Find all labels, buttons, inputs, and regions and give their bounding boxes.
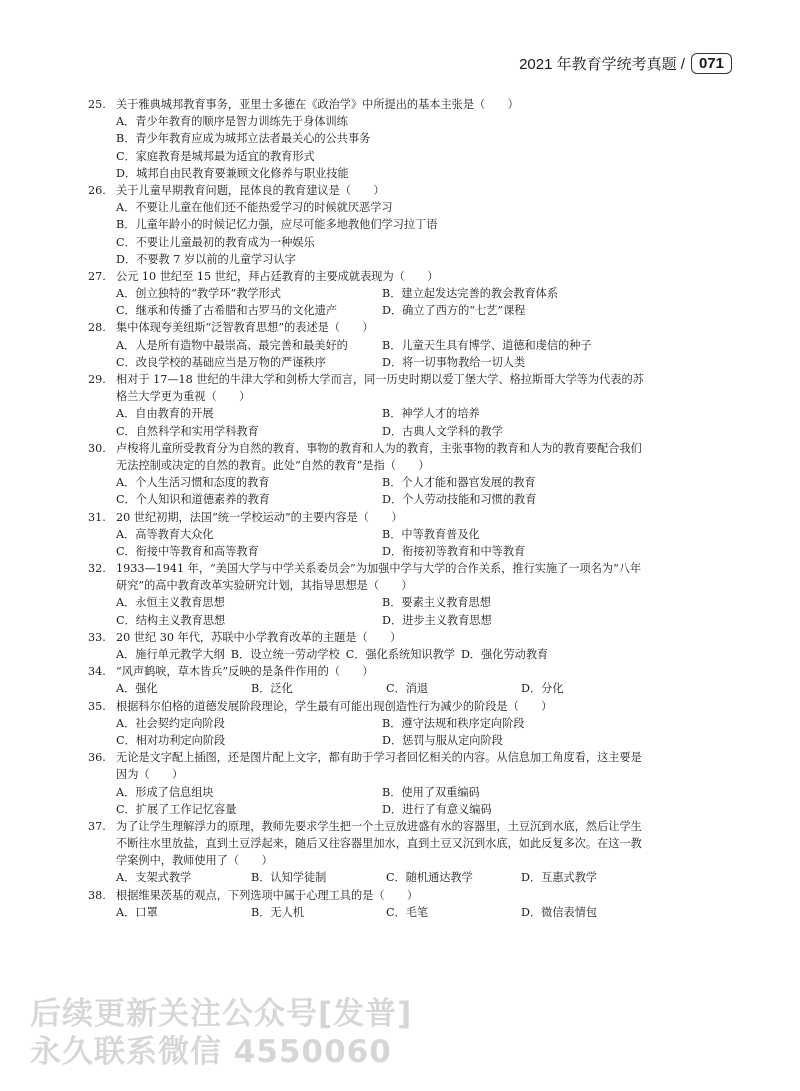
answer-option: B．使用了双重编码: [382, 785, 480, 799]
answer-options: [88, 285, 748, 319]
question-stem-line: 研究”的高中教育改革实验研究计划，其指导思想是（ ）: [116, 579, 413, 593]
question-27: [88, 268, 748, 320]
answer-option: A．青少年教育的顺序是智力训练先于身体训练: [116, 115, 348, 129]
answer-option: D．惩罚与服从定向阶段: [382, 733, 503, 747]
answer-option: B．无人机: [251, 905, 304, 919]
answer-options: [88, 904, 748, 921]
question-number: 36.: [88, 751, 106, 765]
answer-option: D．分化: [521, 682, 564, 696]
question-number: 31.: [88, 510, 106, 524]
question-stem-line: 为了让学生理解浮力的原理，教师先要求学生把一个土豆放进盛有水的容器里，土豆沉到水底，然后让学生: [116, 819, 642, 833]
question-stem-line: 相对于 17—18 世纪的牛津大学和剑桥大学而言，同一历史时期以爱丁堡大学、格拉斯哥大学等为代表的苏: [116, 373, 644, 386]
answer-options: [88, 113, 748, 182]
question-stem-line: 20 世纪 30 年代，苏联中小学教育改革的主题是（ ）: [116, 630, 402, 644]
question-stem-line: 不断往水里放盐，直到土豆浮起来，随后又往容器里加水，直到土豆又沉到水底，如此反复多次。在这一教: [116, 837, 642, 851]
question-number: 29.: [88, 373, 106, 386]
question-28: [88, 319, 748, 371]
answer-option: C．结构主义教育思想: [116, 613, 226, 627]
answer-option: C．自然科学和实用学科教育: [116, 424, 259, 438]
answer-option: D．衔接初等教育和中等教育: [382, 544, 526, 558]
answer-option: A．支架式教学: [116, 871, 192, 885]
answer-option: A．自由教育的开展: [116, 407, 214, 421]
question-stem-line: “风声鹤唳，草木皆兵”反映的是条件作用的（ ）: [116, 665, 374, 679]
answer-option: C．随机通达教学: [386, 871, 473, 885]
question-stem-line: 公元 10 世纪至 15 世纪，拜占廷教育的主要成就表现为（ ）: [116, 269, 439, 283]
question-stem-line: 集中体现夸美纽斯“泛智教育思想”的表述是（ ）: [116, 321, 374, 335]
question-32: [88, 560, 748, 629]
question-34: [88, 663, 748, 697]
question-number: 30.: [88, 441, 106, 455]
answer-option: C．扩展了工作记忆容量: [116, 802, 237, 816]
question-stem-line: 学案例中，教师使用了（ ）: [116, 854, 273, 868]
answer-options: [88, 526, 748, 560]
answer-option: D．进步主义教育思想: [382, 613, 492, 627]
answer-option: B．儿童年龄小的时候记忆力强，应尽可能多地教他们学习拉丁语: [116, 218, 438, 232]
answer-option: B．中等教育普及化: [382, 527, 480, 541]
question-38: [88, 887, 748, 921]
answer-option: B．要素主义教育思想: [382, 596, 491, 610]
watermark-line-2: 永久联系微信 4550060: [30, 1034, 392, 1070]
answer-option: C．继承和传播了古希腊和古罗马的文化遗产: [116, 304, 338, 318]
answer-option: D．互惠式教学: [521, 871, 598, 885]
answer-option: C．家庭教育是城邦最为适宜的教育形式: [116, 149, 315, 163]
answer-option: D．微信表情包: [521, 905, 598, 919]
answer-option: A．永恒主义教育思想: [116, 596, 225, 610]
answer-option: A．强化: [116, 682, 158, 696]
question-33: [88, 629, 748, 663]
question-number: 26.: [88, 183, 106, 197]
question-number: 25.: [88, 98, 106, 111]
question-stem-line: 卢梭将儿童所受教育分为自然的教育、事物的教育和人为的教育，主张事物的教育和人为的教育要配合我们: [116, 441, 642, 455]
answer-option: A．创立独特的“教学环”教学形式: [116, 287, 281, 301]
question-number: 32.: [88, 562, 106, 576]
answer-options: [88, 784, 748, 818]
answer-option: A．人是所有造物中最崇高、最完善和最美好的: [116, 338, 348, 352]
answer-option: B．认知学徒制: [251, 871, 327, 885]
answer-options: [88, 869, 748, 886]
answer-option: D．城邦自由民教育要兼顾文化修养与职业技能: [116, 166, 349, 180]
answer-option: C．不要让儿童最初的教育成为一种娱乐: [116, 235, 315, 249]
question-number: 33.: [88, 630, 106, 644]
answer-option: C．衔接中等教育和高等教育: [116, 544, 259, 558]
answer-options: [88, 715, 748, 749]
question-number: 38.: [88, 888, 106, 902]
answer-option: D．强化劳动教育: [460, 648, 549, 661]
question-stem-line: 格兰大学更为重视（ ）: [116, 390, 251, 404]
answer-option: C．改良学校的基础应当是万物的严谨秩序: [116, 355, 326, 369]
question-list: [88, 96, 748, 921]
question-number: 37.: [88, 819, 106, 833]
answer-option: A．口罩: [116, 905, 158, 919]
question-37: [88, 818, 748, 887]
question-number: 35.: [88, 699, 106, 713]
question-number: 28.: [88, 321, 106, 335]
watermark: [30, 996, 412, 1072]
answer-options: [88, 594, 748, 628]
question-25: [88, 96, 748, 182]
question-number: 34.: [88, 665, 106, 679]
question-number: 27.: [88, 269, 106, 283]
answer-option: D．不要教 7 岁以前的儿童学习认字: [116, 252, 296, 266]
answer-option: B．神学人才的培养: [382, 407, 480, 421]
question-stem-line: 关于儿童早期教育问题，昆体良的教育建议是（ ）: [116, 183, 385, 197]
question-stem-line: 1933—1941 年，“美国大学与中学关系委员会”为加强中学与大学的合作关系，推行实施了一项名为“八年: [116, 562, 642, 576]
question-stem-line: 因为（ ）: [116, 768, 184, 782]
answer-option: D．个人劳动技能和习惯的教育: [382, 493, 537, 507]
question-stem-line: 20 世纪初期，法国“统一学校运动”的主要内容是（ ）: [116, 510, 403, 524]
watermark-line-1: 后续更新关注公众号[发普]: [30, 996, 413, 1032]
answer-option: D．将一切事物教给一切人类: [382, 355, 526, 369]
answer-option: D．古典人文学科的教学: [382, 424, 503, 438]
answer-option: C．个人知识和道德素养的教育: [116, 493, 270, 507]
answer-option: B．遵守法规和秩序定向阶段: [382, 716, 525, 730]
question-36: [88, 749, 748, 818]
question-stem-line: 关于雅典城邦教育事务，亚里士多德在《政治学》中所提出的基本主张是（ ）: [116, 98, 519, 111]
answer-option: B．泛化: [251, 682, 293, 696]
answer-option: B．儿童天生具有博学、道德和虔信的种子: [382, 338, 592, 352]
answer-options: [88, 646, 748, 663]
answer-options: [88, 337, 748, 371]
page-header: [519, 50, 732, 76]
answer-option: A．施行单元教学大纲: [116, 648, 225, 661]
answer-option: C．相对功利定向阶段: [116, 733, 226, 747]
question-stem-line: 根据科尔伯格的道德发展阶段理论，学生最有可能出现创造性行为减少的阶段是（ ）: [116, 699, 553, 713]
answer-option: C．消退: [386, 682, 429, 696]
answer-option: B．建立起发达完善的教会教育体系: [382, 287, 559, 301]
page-number: 071: [691, 53, 732, 74]
answer-option: D．确立了西方的“七艺”课程: [382, 304, 526, 318]
answer-option: C．强化系统知识教学: [345, 648, 455, 661]
answer-options: [88, 474, 748, 508]
question-35: [88, 698, 748, 750]
question-30: [88, 440, 748, 509]
answer-option: A．形成了信息组块: [116, 785, 214, 799]
question-stem-line: 无法控制或决定的自然的教育。此处“自然的教育”是指（ ）: [116, 458, 430, 472]
answer-option: B．青少年教育应成为城邦立法者最关心的公共事务: [116, 132, 371, 146]
answer-option: C．毛笔: [386, 905, 429, 919]
question-26: [88, 182, 748, 268]
answer-option: A．社会契约定向阶段: [116, 716, 225, 730]
header-title: 2021 年教育学统考真题 /: [519, 55, 685, 73]
answer-option: A．个人生活习惯和态度的教育: [116, 476, 270, 490]
question-29: [88, 371, 748, 440]
answer-option: B．个人才能和器官发展的教育: [382, 476, 536, 490]
answer-options: [88, 199, 748, 268]
question-stem-line: 无论是文字配上插图，还是图片配上文字，都有助于学习者回忆相关的内容。从信息加工角度看，这主要是: [116, 751, 642, 765]
answer-option: B．设立统一劳动学校: [230, 648, 340, 661]
answer-option: A．不要让儿童在他们还不能热爱学习的时候就厌恶学习: [116, 201, 393, 215]
answer-options: [88, 680, 748, 697]
question-31: [88, 509, 748, 561]
question-stem-line: 根据维果茨基的观点，下列选项中属于心理工具的是（ ）: [116, 888, 419, 902]
answer-options: [88, 405, 748, 439]
answer-option: A．高等教育大众化: [116, 527, 214, 541]
answer-option: D．进行了有意义编码: [382, 802, 492, 816]
